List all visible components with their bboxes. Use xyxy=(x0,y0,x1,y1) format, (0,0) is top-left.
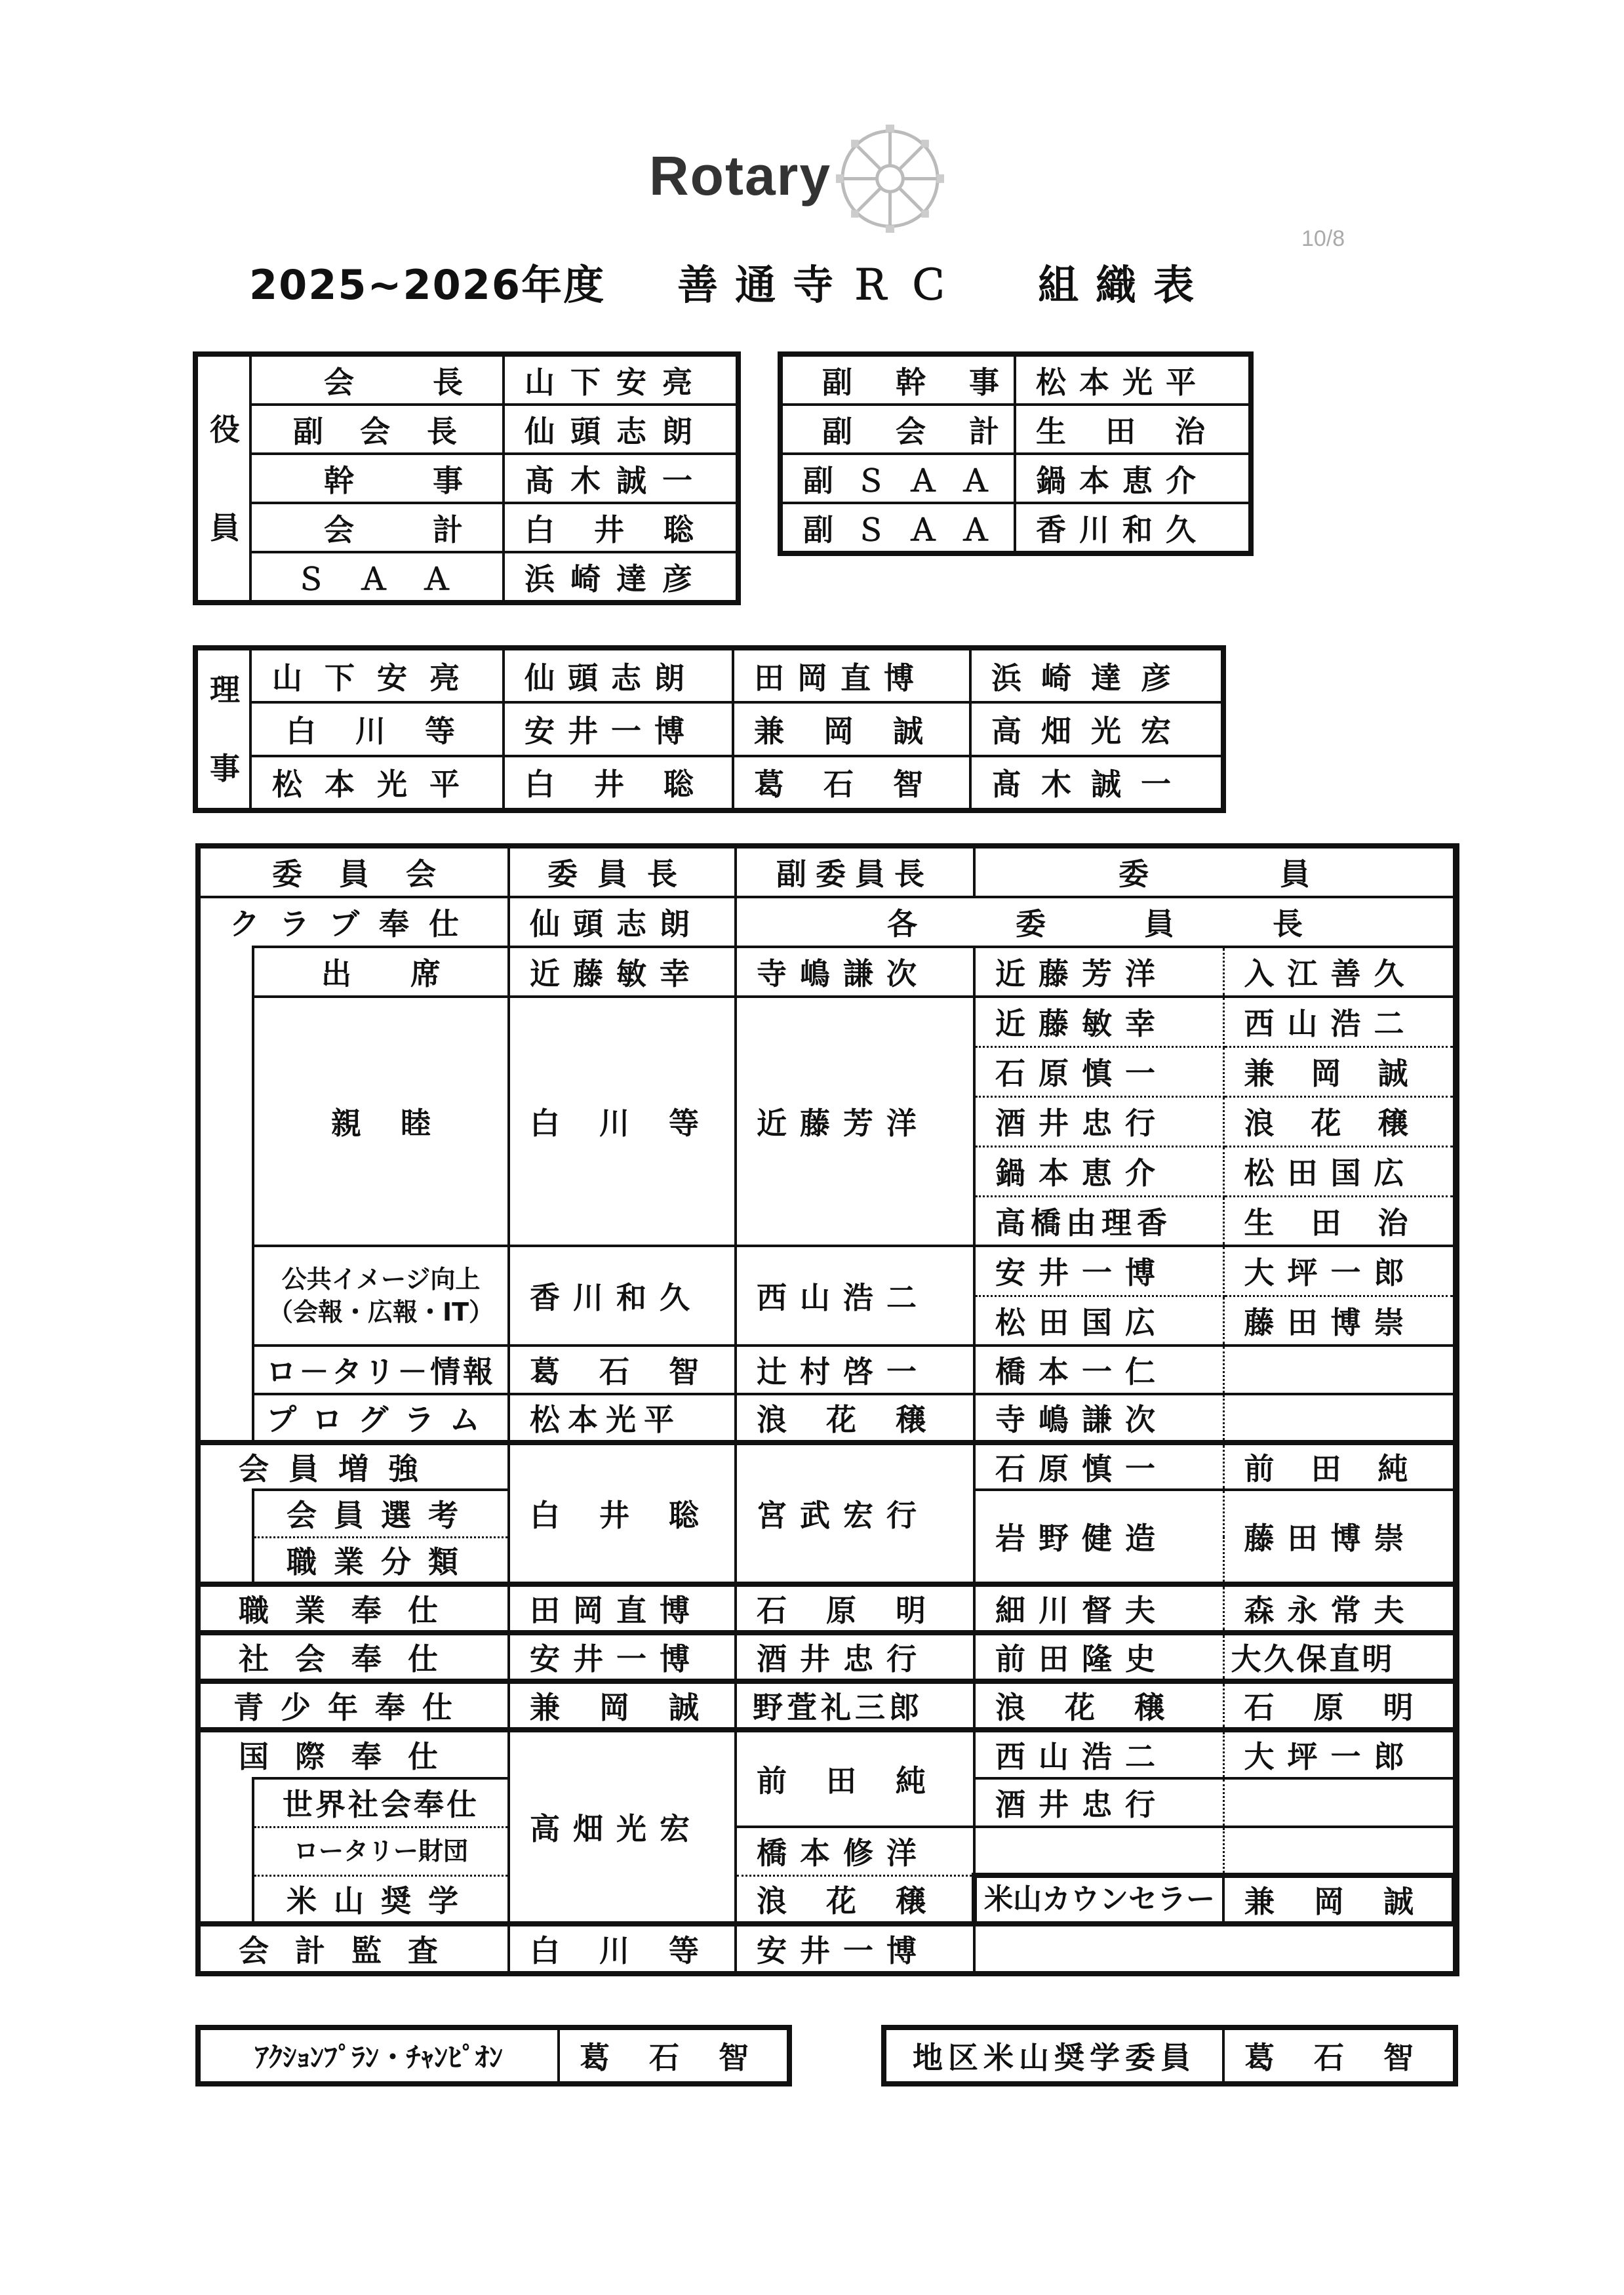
vocational-chair: 田岡直博 xyxy=(509,1584,736,1633)
director-name: 髙木誠一 xyxy=(970,756,1222,809)
officer-name: 仙頭志朗 xyxy=(504,405,737,454)
audit-vice: 安井一博 xyxy=(736,1924,974,1972)
director-name: 山下安亮 xyxy=(250,649,504,702)
rotary-info-chair: 葛石智 xyxy=(509,1346,736,1394)
fellowship-member: 西山浩二 xyxy=(1223,997,1454,1047)
page-title xyxy=(249,252,1211,311)
committee-program: プログラム xyxy=(253,1394,509,1443)
committee-attendance: 出席 xyxy=(253,947,509,997)
director-name: 田岡直博 xyxy=(733,649,970,702)
vice-officer-role: 副会計 xyxy=(782,405,1015,454)
logo-text: Rotary xyxy=(649,145,832,207)
membership-member: 石原慎一 xyxy=(974,1443,1223,1490)
vocational-member: 細川督夫 xyxy=(974,1584,1223,1633)
yoneyama-district-label: 地区米山奨学委員 xyxy=(885,2029,1223,2083)
attendance-member: 入江善久 xyxy=(1223,947,1454,997)
international-member: 酒井忠行 xyxy=(974,1778,1223,1827)
international-vice: 橋本修洋 xyxy=(736,1827,974,1875)
program-member xyxy=(1223,1394,1454,1443)
international-member-empty xyxy=(1223,1827,1454,1875)
membership-vice: 宮武宏行 xyxy=(736,1443,974,1584)
yoneyama-district-name: 葛石智 xyxy=(1223,2029,1454,2083)
officers-label: 役員 xyxy=(197,355,250,601)
director-name: 葛石智 xyxy=(733,756,970,809)
committee-yoneyama: 米山奨学 xyxy=(253,1875,509,1924)
attendance-vice: 寺嶋謙次 xyxy=(736,947,974,997)
fellowship-member: 高橋由理香 xyxy=(974,1196,1223,1246)
rotary-info-member xyxy=(1223,1346,1454,1394)
committee-rotary-foundation: ロータリー財団 xyxy=(253,1827,509,1875)
international-member: 西山浩二 xyxy=(974,1730,1223,1778)
director-name: 松本光平 xyxy=(250,756,504,809)
director-name: 白井聡 xyxy=(504,756,733,809)
club-service-chair: 仙頭志朗 xyxy=(509,897,736,947)
international-member xyxy=(1223,1778,1454,1827)
director-name: 安井一博 xyxy=(504,702,733,755)
officers-table xyxy=(195,354,738,603)
vice-officer-name: 鍋本恵介 xyxy=(1015,454,1250,503)
committee-membership: 会員増強 xyxy=(199,1443,509,1490)
fellowship-member: 生田治 xyxy=(1223,1196,1454,1246)
public-image-member: 大坪一郎 xyxy=(1223,1246,1454,1296)
program-chair: 松本光平 xyxy=(509,1394,736,1443)
vice-officer-name: 松本光平 xyxy=(1015,355,1250,405)
public-image-vice: 西山浩二 xyxy=(736,1246,974,1346)
fellowship-member: 浪花穣 xyxy=(1223,1096,1454,1146)
rotary-info-member: 橋本一仁 xyxy=(974,1346,1223,1394)
committee-audit: 会計監査 xyxy=(199,1924,509,1972)
officer-name: 白井聡 xyxy=(504,503,737,552)
committee-world-community: 世界社会奉仕 xyxy=(253,1778,509,1827)
fellowship-member: 松田国広 xyxy=(1223,1146,1454,1196)
director-name: 浜崎達彦 xyxy=(970,649,1222,702)
director-name: 仙頭志朗 xyxy=(504,649,733,702)
title-club: 善通寺ＲＣ xyxy=(677,261,966,309)
fellowship-member: 兼岡誠 xyxy=(1223,1047,1454,1096)
audit-empty xyxy=(974,1924,1454,1972)
community-member: 前田隆史 xyxy=(974,1633,1223,1681)
officer-role: 会長 xyxy=(250,355,504,405)
fellowship-member: 石原慎一 xyxy=(974,1047,1223,1096)
header-committee: 委員会 xyxy=(199,847,509,897)
youth-chair: 兼岡誠 xyxy=(509,1681,736,1730)
header-chair: 委員長 xyxy=(509,847,736,897)
fellowship-vice: 近藤芳洋 xyxy=(736,997,974,1246)
officer-name: 山下安亮 xyxy=(504,355,737,405)
international-chair: 高畑光宏 xyxy=(509,1730,736,1924)
fellowship-chair: 白川等 xyxy=(509,997,736,1246)
committee-youth: 青少年奉仕 xyxy=(199,1681,509,1730)
directors-label: 理事 xyxy=(197,649,250,809)
director-name: 兼岡誠 xyxy=(733,702,970,755)
vice-officers-table xyxy=(780,354,1251,553)
title-doc: 組織表 xyxy=(1038,261,1212,309)
rotary-info-vice: 辻村啓一 xyxy=(736,1346,974,1394)
vice-officer-role: 副ＳＡＡ xyxy=(782,454,1015,503)
community-member: 大久保直明 xyxy=(1223,1633,1454,1681)
officer-name: 浜崎達彦 xyxy=(504,552,737,601)
committee-public-image xyxy=(253,1246,509,1346)
international-vice: 浪花穣 xyxy=(736,1875,974,1924)
community-chair: 安井一博 xyxy=(509,1633,736,1681)
committee-club-service: クラブ奉仕 xyxy=(199,897,509,947)
committee-vocational: 職業奉仕 xyxy=(199,1584,509,1633)
vice-officer-role: 副ＳＡＡ xyxy=(782,503,1015,552)
vocational-member: 森永常夫 xyxy=(1223,1584,1454,1633)
club-service-indent xyxy=(199,947,253,1346)
attendance-member: 近藤芳洋 xyxy=(974,947,1223,997)
public-image-name: 公共イメージ向上 xyxy=(281,1265,481,1294)
public-image-member: 藤田博崇 xyxy=(1223,1296,1454,1346)
vice-officer-role: 副幹事 xyxy=(782,355,1015,405)
title-year: 2025~2026年度 xyxy=(249,261,606,309)
international-member-empty xyxy=(974,1827,1223,1875)
officer-role: 会計 xyxy=(250,503,504,552)
vocational-vice: 石原明 xyxy=(736,1584,974,1633)
program-vice: 浪花穣 xyxy=(736,1394,974,1443)
international-member: 大坪一郎 xyxy=(1223,1730,1454,1778)
committee-fellowship: 親睦 xyxy=(253,997,509,1246)
public-image-member: 松田国広 xyxy=(974,1296,1223,1346)
officer-role: ＳＡＡ xyxy=(250,552,504,601)
committees-table xyxy=(198,846,1457,1974)
action-plan-box xyxy=(198,2027,789,2084)
audit-chair: 白川等 xyxy=(509,1924,736,1972)
director-name: 白川等 xyxy=(250,702,504,755)
action-plan-label: ｱｸｼｮﾝﾌﾟﾗﾝ・ﾁｬﾝﾋﾟｵﾝ xyxy=(199,2029,559,2083)
header-members: 委員 xyxy=(974,847,1454,897)
public-image-member: 安井一博 xyxy=(974,1246,1223,1296)
fellowship-member: 酒井忠行 xyxy=(974,1096,1223,1146)
public-image-chair: 香川和久 xyxy=(509,1246,736,1346)
youth-vice: 野萓礼三郎 xyxy=(736,1681,974,1730)
yoneyama-counselor: 兼岡誠 xyxy=(1223,1875,1454,1924)
club-service-indent-2 xyxy=(199,1346,253,1443)
committee-classification: 職業分類 xyxy=(253,1537,509,1584)
handwritten-note: 10/8 xyxy=(1301,226,1345,251)
committee-rotary-info: ロ－タリ－情報 xyxy=(253,1346,509,1394)
director-name: 高畑光宏 xyxy=(970,702,1222,755)
directors-table xyxy=(195,648,1223,810)
officer-name: 髙木誠一 xyxy=(504,454,737,503)
yoneyama-counselor-label: 米山カウンセラー xyxy=(974,1875,1223,1924)
membership-member: 岩野健造 xyxy=(974,1490,1223,1584)
attendance-chair: 近藤敏幸 xyxy=(509,947,736,997)
youth-member: 石原明 xyxy=(1223,1681,1454,1730)
membership-chair: 白井聡 xyxy=(509,1443,736,1584)
membership-member: 藤田博崇 xyxy=(1223,1490,1454,1584)
vice-officer-name: 生田治 xyxy=(1015,405,1250,454)
fellowship-member: 近藤敏幸 xyxy=(974,997,1223,1047)
international-vice: 前田純 xyxy=(736,1730,974,1827)
officer-role: 副会長 xyxy=(250,405,504,454)
youth-member: 浪花穣 xyxy=(974,1681,1223,1730)
committee-international: 国際奉仕 xyxy=(199,1730,509,1778)
club-service-note: 各委員長 xyxy=(736,897,1454,947)
vice-officer-name: 香川和久 xyxy=(1015,503,1250,552)
fellowship-member: 鍋本恵介 xyxy=(974,1146,1223,1196)
rotary-wheel-icon xyxy=(836,125,944,233)
program-member: 寺嶋謙次 xyxy=(974,1394,1223,1443)
membership-member: 前田純 xyxy=(1223,1443,1454,1490)
officer-role: 幹事 xyxy=(250,454,504,503)
membership-indent xyxy=(199,1490,253,1584)
public-image-sub: （会報・広報・IT） xyxy=(267,1298,494,1327)
yoneyama-district-box xyxy=(884,2027,1456,2084)
rotary-logo xyxy=(649,125,964,230)
community-vice: 酒井忠行 xyxy=(736,1633,974,1681)
action-plan-name: 葛石智 xyxy=(559,2029,788,2083)
committee-community: 社会奉仕 xyxy=(199,1633,509,1681)
header-vice: 副委員長 xyxy=(736,847,974,897)
international-indent xyxy=(199,1778,253,1924)
committee-membership-selection: 会員選考 xyxy=(253,1490,509,1537)
